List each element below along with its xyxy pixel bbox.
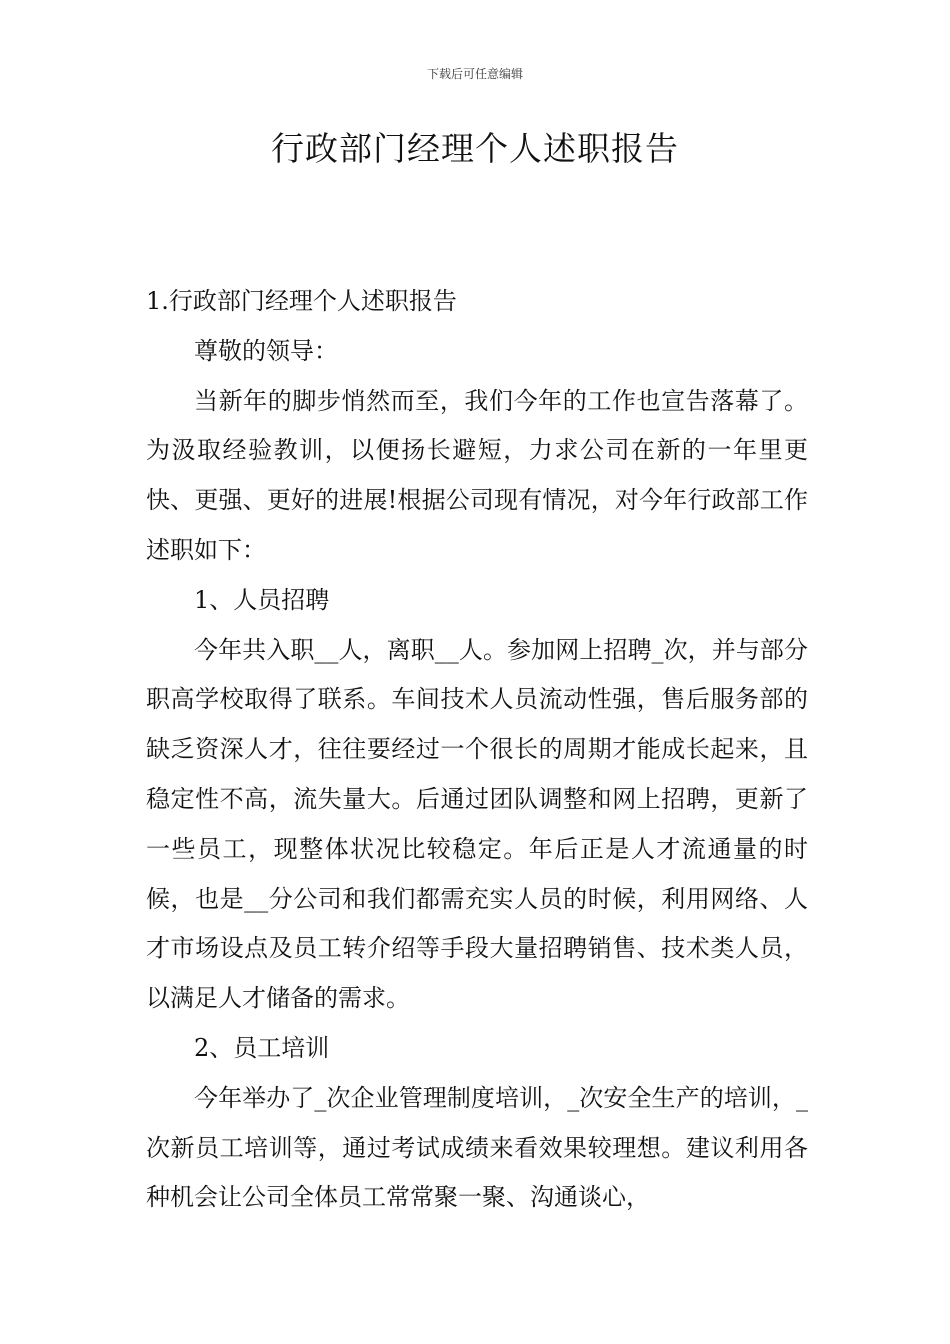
header-note: 下载后可任意编辑 bbox=[426, 67, 523, 81]
document-body bbox=[146, 277, 808, 1223]
section-heading: 1.行政部门经理个人述职报告 bbox=[146, 287, 457, 315]
item-heading-training: 2、员工培训 bbox=[194, 1033, 330, 1062]
paragraph-recruitment: 今年共入职__人，离职__人。参加网上招聘_次，并与部分职高学校取得了联系。车间技术人员流动性强，售后服务部的缺乏资深人才，往往要经过一个很长的周期才能成长起来，且稳定性不高，流失量大。后通过团队调整和网上招聘，更新了一些员工，现整体状况比较稳定。年后正是人才流通量的时候，也是__分公司和我们都需充实人员的时候，利用网络、人才市场设点及员工转介绍等手段大量招聘销售、技术类人员，以满足人才储备的需求。 bbox=[146, 635, 808, 1013]
paragraph-intro: 当新年的脚步悄然而至，我们今年的工作也宣告落幕了。为汲取经验教训，以便扬长避短，力求公司在新的一年里更快、更强、更好的进展!根据公司现有情况，对今年行政部工作述职如下： bbox=[146, 386, 808, 564]
document-title: 行政部门经理个人述职报告 bbox=[271, 129, 679, 168]
salutation: 尊敬的领导： bbox=[194, 336, 338, 365]
item-heading-recruitment: 1、人员招聘 bbox=[194, 585, 330, 614]
paragraph-training: 今年举办了_次企业管理制度培训，_次安全生产的培训，_次新员工培训等，通过考试成绩来看效果较理想。建议利用各种机会让公司全体员工常常聚一聚、沟通谈心， bbox=[146, 1083, 808, 1212]
